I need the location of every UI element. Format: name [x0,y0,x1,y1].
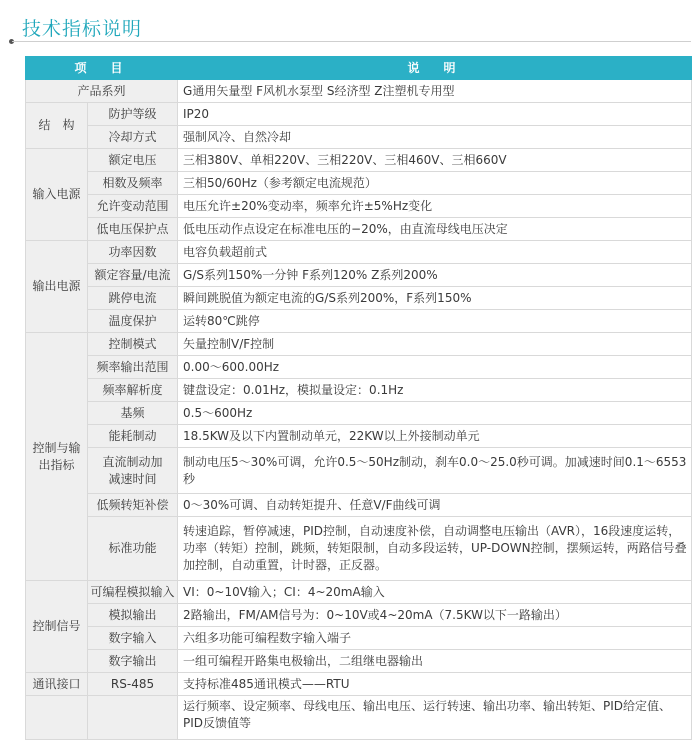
row-value: VI：0~10V输入；CI：4~20mA输入 [178,581,692,604]
row-value: IP20 [178,103,692,126]
title-divider [12,41,691,42]
table-row [26,650,692,673]
table-row [26,241,692,264]
row-label: 允许变动范围 [88,195,178,218]
row-label: 频率输出范围 [88,356,178,379]
row-label: 可编程模拟输入 [88,581,178,604]
table-row [26,402,692,425]
table-row [26,126,692,149]
row-value: 运转80℃跳停 [178,310,692,333]
row-value: 18.5KW及以下内置制动单元，22KW以上外接制动单元 [178,425,692,448]
table-row [26,581,692,604]
row-value: 六组多功能可编程数字输入端子 [178,627,692,650]
row-label: 标准功能 [88,517,178,581]
group-label: 控制信号 [26,581,88,673]
row-label: 产品系列 [26,80,178,103]
row-label: 频率解析度 [88,379,178,402]
table-row [26,673,692,696]
table-row [26,195,692,218]
row-value: 0.5～600Hz [178,402,692,425]
row-value: 运行频率、设定频率、母线电压、输出电压、运行转速、输出功率、输出转矩、PID给定值、PID反馈值等 [178,696,692,740]
row-label: 低电压保护点 [88,218,178,241]
row-label: 基频 [88,402,178,425]
table-row [26,149,692,172]
row-value: 强制风冷、自然冷却 [178,126,692,149]
row-value: 转速追踪，暂停减速，PID控制，自动速度补偿，自动调整电压输出（AVR），16段速度运转，功率（转矩）控制，跳频，转矩限制，自动多段运转，UP-DOWN控制，摆频运转，两路信号叠加控制，自动重置，计时器，正反器。 [178,517,692,581]
row-label: 相数及频率 [88,172,178,195]
table-row [26,103,692,126]
table-row [26,604,692,627]
table-row [26,448,692,494]
table-row [26,333,692,356]
table-row [26,517,692,581]
row-label: 数字输出 [88,650,178,673]
row-value: 0.00～600.00Hz [178,356,692,379]
row-label: 控制模式 [88,333,178,356]
table-row [26,356,692,379]
row-value: 瞬间跳脱值为额定电流的G/S系列200%，F系列150% [178,287,692,310]
row-label: 能耗制动 [88,425,178,448]
table-row [26,494,692,517]
table-header [26,57,692,80]
row-value: 0～30%可调、自动转矩提升、任意V/F曲线可调 [178,494,692,517]
group-label: 输出电源 [26,241,88,333]
table-row [26,310,692,333]
row-value: 一组可编程开路集电极输出，二组继电器输出 [178,650,692,673]
page-title: 技术指标说明 [22,18,143,40]
row-value: G/S系列150%一分钟 F系列120% Z系列200% [178,264,692,287]
group-label: 通讯接口 [26,673,88,696]
table-row [26,264,692,287]
group-label [26,696,88,740]
row-value: 电容负载超前式 [178,241,692,264]
group-label: 结 构 [26,103,88,149]
row-value: 三相380V、单相220V、三相220V、三相460V、三相660V [178,149,692,172]
row-value: G通用矢量型 F风机水泵型 S经济型 Z注塑机专用型 [178,80,692,103]
row-label: 防护等级 [88,103,178,126]
row-value: 键盘设定：0.01Hz，模拟量设定：0.1Hz [178,379,692,402]
table-row [26,696,692,740]
row-label: 额定电压 [88,149,178,172]
spec-table [25,56,692,740]
table-row [26,425,692,448]
table-row [26,172,692,195]
row-label: 低频转矩补偿 [88,494,178,517]
table-row [26,218,692,241]
row-label: RS-485 [88,673,178,696]
header-item: 项 目 [26,57,178,80]
row-label: 模拟输出 [88,604,178,627]
row-value: 低电压动作点设定在标准电压的−20%，由直流母线电压决定 [178,218,692,241]
row-label: 冷却方式 [88,126,178,149]
group-label: 控制与输出指标 [26,333,88,581]
row-label: 直流制动加减速时间 [88,448,178,494]
row-value: 支持标准485通讯模式——RTU [178,673,692,696]
row-label: 额定容量/电流 [88,264,178,287]
row-label: 温度保护 [88,310,178,333]
table-row [26,287,692,310]
row-value: 电压允许±20%变动率，频率允许±5%Hz变化 [178,195,692,218]
row-label: 功率因数 [88,241,178,264]
row-label [88,696,178,740]
table-row [26,627,692,650]
row-label: 数字输入 [88,627,178,650]
header-desc: 说 明 [178,57,692,80]
row-value: 矢量控制V/F控制 [178,333,692,356]
group-label: 输入电源 [26,149,88,241]
row-value: 制动电压5～30%可调，允许0.5～50Hz制动，刹车0.0～25.0秒可调。加减速时间0.1～6553秒 [178,448,692,494]
row-value: 三相50/60Hz（参考额定电流规范） [178,172,692,195]
row-value: 2路输出，FM/AM信号为：0~10V或4~20mA（7.5KW以下一路输出） [178,604,692,627]
row-label: 跳停电流 [88,287,178,310]
table-row [26,379,692,402]
table-row [26,80,692,103]
